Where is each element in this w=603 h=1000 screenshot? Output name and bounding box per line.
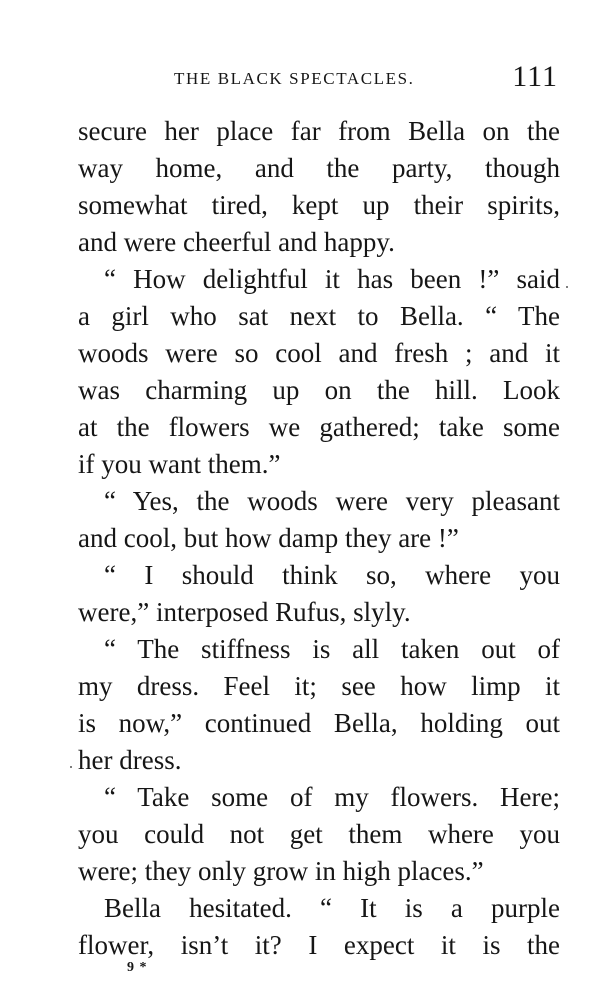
text-line: somewhat tired, kept up their spirits,: [78, 190, 560, 220]
text-line: “ Yes, the woods were very pleasant: [104, 486, 560, 516]
text-line: flower, isn’t it? I expect it is the: [78, 930, 560, 960]
running-title: THE BLACK SPECTACLES.: [174, 69, 415, 88]
text-line: you could not get them where you: [78, 819, 560, 849]
ink-speck: [566, 286, 568, 288]
text-line: a girl who sat next to Bella. “ The: [78, 301, 560, 331]
running-head: [78, 60, 560, 100]
text-line: “ The stiffness is all taken out of: [104, 634, 560, 664]
text-line: if you want them.”: [78, 449, 281, 479]
text-line: my dress. Feel it; see how limp it: [78, 671, 560, 701]
text-line: were,” interposed Rufus, slyly.: [78, 597, 411, 627]
text-line: secure her place far from Bella on the: [78, 116, 560, 146]
text-line: her dress.: [78, 745, 182, 775]
text-line: “ How delightful it has been !” said: [104, 264, 560, 294]
text-line: “ Take some of my flowers. Here;: [104, 782, 560, 812]
text-line: woods were so cool and fresh ; and it: [78, 338, 560, 368]
text-line: is now,” continued Bella, holding out: [78, 708, 560, 738]
text-line: Bella hesitated. “ It is a purple: [104, 893, 560, 923]
text-line: at the flowers we gathered; take some: [78, 412, 560, 442]
text-line: was charming up on the hill. Look: [78, 375, 560, 405]
signature-mark: 9 *: [127, 960, 148, 975]
text-line: and were cheerful and happy.: [78, 227, 395, 257]
text-line: “ I should think so, where you: [104, 560, 560, 590]
text-line: way home, and the party, though: [78, 153, 560, 183]
page-number: 111: [512, 60, 558, 93]
text-line: were; they only grow in high places.”: [78, 856, 484, 886]
text-line: and cool, but how damp they are !”: [78, 523, 459, 553]
ink-speck: [70, 766, 72, 768]
